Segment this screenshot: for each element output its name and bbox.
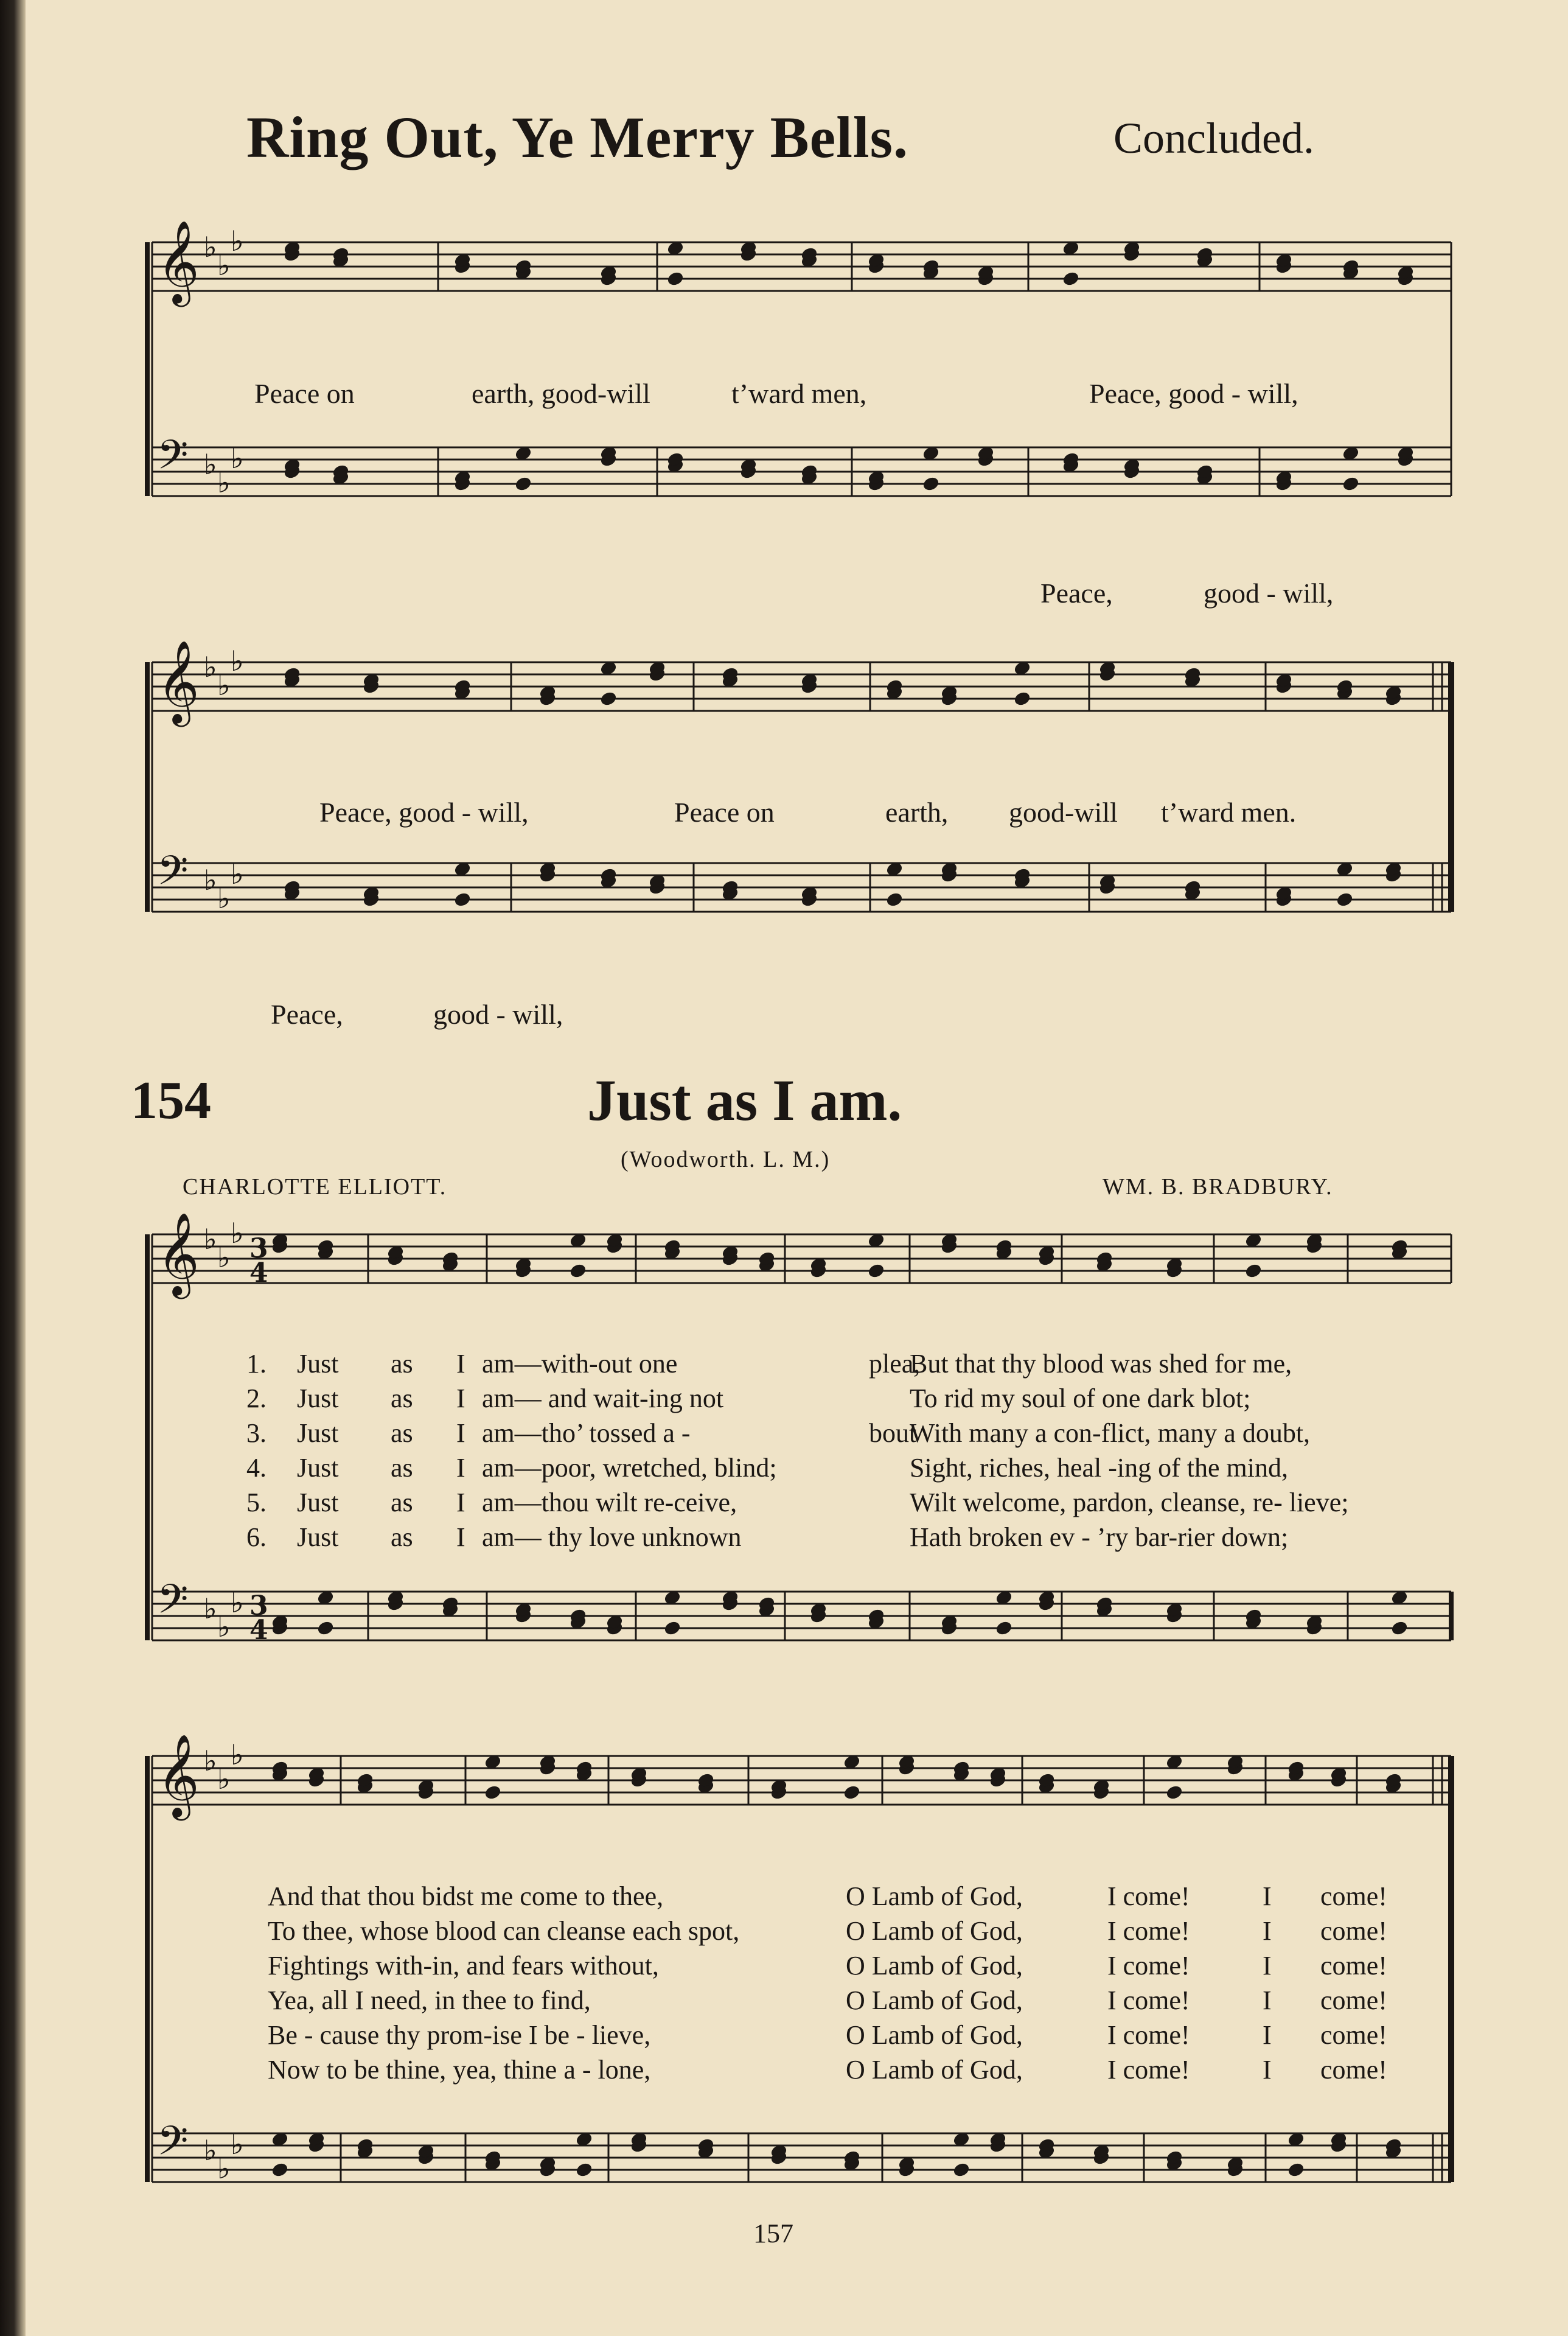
verse-word: Yea, all I need, in thee to find,: [268, 1985, 591, 2015]
treble-clef-icon: 𝄞: [157, 639, 200, 723]
verse-word: come!: [1320, 1916, 1387, 1946]
note-head: [1287, 2162, 1305, 2178]
verse-word: as: [391, 1418, 413, 1448]
verse-word: am—tho’ tossed a -: [482, 1418, 691, 1448]
verse-word: I: [456, 1453, 465, 1483]
verse-word: I: [456, 1349, 465, 1379]
note-head: [1062, 271, 1079, 287]
flat-icon: ♭: [217, 466, 231, 499]
verse-word: 5.: [246, 1488, 267, 1517]
flat-icon: ♭: [217, 1241, 231, 1274]
page-number: 157: [753, 2219, 793, 2248]
verse-word: as: [391, 1453, 413, 1483]
time-signature: 3: [249, 1590, 268, 1621]
lyric: Peace, good - will,: [319, 797, 529, 828]
verse-word: Just: [297, 1453, 339, 1483]
verse-word: Hath broken ev - ’ry bar-rier down;: [910, 1522, 1289, 1552]
composer-credit: WM. B. BRADBURY.: [1103, 1174, 1333, 1200]
verse-word: O Lamb of God,: [846, 2020, 1023, 2050]
flat-icon: ♭: [204, 448, 217, 481]
lyric: good - will,: [433, 999, 563, 1030]
verse-word: O Lamb of God,: [846, 1916, 1023, 1946]
lyric: good - will,: [1204, 578, 1334, 609]
verse-word: O Lamb of God,: [846, 1881, 1023, 1911]
treble-clef-icon: 𝄞: [157, 1211, 200, 1295]
verse-word: as: [391, 1488, 413, 1517]
verse-word: With many a con-flict, many a doubt,: [910, 1418, 1311, 1448]
flat-icon: ♭: [217, 1610, 231, 1643]
flat-icon: ♭: [231, 1738, 244, 1771]
verse-word: 4.: [246, 1453, 267, 1483]
verse-word: as: [391, 1383, 413, 1413]
verse-word: Just: [297, 1383, 339, 1413]
flat-icon: ♭: [217, 2152, 231, 2185]
verse-word: I come!: [1107, 1985, 1190, 2015]
verse-word: am—poor, wretched, blind;: [482, 1453, 777, 1483]
verse-word: But that thy blood was shed for me,: [910, 1349, 1292, 1379]
flat-icon: ♭: [204, 1223, 217, 1256]
verse-word: 1.: [246, 1349, 267, 1379]
verse-word: Wilt welcome, pardon, cleanse, re- lieve;: [910, 1488, 1349, 1517]
verse-word: Just: [297, 1418, 339, 1448]
lyric: good-will: [1009, 797, 1118, 828]
note-head: [599, 691, 617, 707]
verse-word: I: [1263, 2020, 1272, 2050]
verse-word: I: [1263, 1916, 1272, 1946]
note-head: [1342, 476, 1359, 492]
verse-word: I: [456, 1488, 465, 1517]
lyric: Peace, good - will,: [1089, 378, 1298, 409]
time-signature: 4: [249, 1615, 268, 1646]
flat-icon: ♭: [231, 858, 244, 890]
bass-clef-icon: 𝄢: [157, 847, 189, 904]
verse-word: 2.: [246, 1383, 267, 1413]
bass-clef-icon: 𝄢: [157, 2117, 189, 2174]
note-head: [1165, 1785, 1183, 1800]
flat-icon: ♭: [204, 1592, 217, 1625]
flat-icon: ♭: [204, 2134, 217, 2167]
bass-clef-icon: 𝄢: [157, 432, 189, 488]
author-credit: CHARLOTTE ELLIOTT.: [183, 1174, 447, 1200]
verse-word: Just: [297, 1488, 339, 1517]
verse-word: Just: [297, 1522, 339, 1552]
verse-word: 6.: [246, 1522, 267, 1552]
note-head: [484, 1785, 501, 1800]
verse-word: I come!: [1107, 2055, 1190, 2085]
flat-icon: ♭: [204, 864, 217, 897]
hymn-number: 154: [131, 1071, 211, 1130]
verse-word: come!: [1320, 2020, 1387, 2050]
verse-word: I come!: [1107, 2020, 1190, 2050]
note-head: [843, 1785, 860, 1800]
verse-word: come!: [1320, 1951, 1387, 1981]
verse-word: I: [1263, 1985, 1272, 2015]
verse-word: I come!: [1107, 1916, 1190, 1946]
verse-word: Be - cause thy prom-ise I be - lieve,: [268, 2020, 651, 2050]
verse-word: I: [456, 1418, 465, 1448]
time-signature: 3: [249, 1233, 268, 1264]
verse-word: 3.: [246, 1418, 267, 1448]
lyric: Peace on: [674, 797, 775, 828]
flat-icon: ♭: [231, 1217, 244, 1250]
verse-word: I: [456, 1522, 465, 1552]
verse-word: come!: [1320, 1985, 1387, 2015]
verse-word: I come!: [1107, 1881, 1190, 1911]
verse-word: I come!: [1107, 1951, 1190, 1981]
note-head: [1013, 691, 1031, 707]
section-title: Ring Out, Ye Merry Bells.: [246, 105, 908, 170]
lyric: t’ward men,: [731, 378, 867, 409]
lyric: t’ward men.: [1161, 797, 1297, 828]
note-head: [885, 892, 903, 907]
verse-word: am— and wait-ing not: [482, 1383, 724, 1413]
flat-icon: ♭: [231, 1586, 244, 1619]
lyric: Peace,: [271, 999, 343, 1030]
flat-icon: ♭: [231, 645, 244, 677]
lyric: earth, good-will: [472, 378, 650, 409]
note-head: [514, 476, 532, 492]
note-head: [316, 1620, 334, 1636]
flat-icon: ♭: [217, 1763, 231, 1796]
verse-word: I: [1263, 1951, 1272, 1981]
note-head: [922, 476, 939, 492]
verse-word: And that thou bidst me come to thee,: [268, 1881, 664, 1911]
flat-icon: ♭: [231, 2128, 244, 2161]
verse-word: Sight, riches, heal -ing of the mind,: [910, 1453, 1288, 1483]
hymn-title: Just as I am.: [587, 1068, 902, 1133]
note-head: [666, 271, 684, 287]
note-head: [569, 1263, 587, 1279]
bass-clef-icon: 𝄢: [157, 1576, 189, 1632]
lyric: Peace,: [1040, 578, 1113, 609]
verse-word: O Lamb of God,: [846, 1951, 1023, 1981]
verse-word: am—thou wilt re-ceive,: [482, 1488, 737, 1517]
time-signature: 4: [249, 1257, 268, 1289]
note-head: [453, 892, 471, 907]
flat-icon: ♭: [231, 225, 244, 257]
note-head: [1390, 1620, 1408, 1636]
flat-icon: ♭: [204, 1744, 217, 1777]
verse-word: I: [1263, 2055, 1272, 2085]
note-head: [867, 1263, 885, 1279]
flat-icon: ♭: [231, 442, 244, 475]
note-head: [663, 1620, 681, 1636]
verse-word: I: [456, 1383, 465, 1413]
verse-word: as: [391, 1522, 413, 1552]
note-head: [952, 2162, 970, 2178]
note-head: [1336, 892, 1353, 907]
verse-word: Fightings with-in, and fears without,: [268, 1951, 659, 1981]
flat-icon: ♭: [204, 651, 217, 684]
verse-word: bout: [869, 1418, 917, 1448]
verse-word: am— thy love unknown: [482, 1522, 742, 1552]
verse-word: To thee, whose blood can cleanse each spot,: [268, 1916, 740, 1946]
flat-icon: ♭: [217, 882, 231, 915]
verse-word: O Lamb of God,: [846, 2055, 1023, 2085]
verse-word: I: [1263, 1881, 1272, 1911]
treble-clef-icon: 𝄞: [157, 1733, 200, 1817]
note-head: [271, 2162, 288, 2178]
verse-word: O Lamb of God,: [846, 1985, 1023, 2015]
verse-word: come!: [1320, 1881, 1387, 1911]
section-subtitle: Concluded.: [1113, 114, 1314, 163]
verse-word: Now to be thine, yea, thine a - lone,: [268, 2055, 651, 2085]
lyric: Peace on: [254, 378, 355, 409]
treble-clef-icon: 𝄞: [157, 219, 200, 303]
note-head: [995, 1620, 1012, 1636]
note-head: [1244, 1263, 1262, 1279]
verse-word: To rid my soul of one dark blot;: [910, 1383, 1251, 1413]
verse-word: plea,: [869, 1349, 921, 1379]
note-head: [575, 2162, 593, 2178]
flat-icon: ♭: [217, 249, 231, 282]
verse-word: Just: [297, 1349, 339, 1379]
verse-word: come!: [1320, 2055, 1387, 2085]
flat-icon: ♭: [204, 231, 217, 264]
lyric: earth,: [885, 797, 949, 828]
tune-name: (Woodworth. L. M.): [621, 1147, 831, 1172]
flat-icon: ♭: [217, 669, 231, 702]
verse-word: as: [391, 1349, 413, 1379]
verse-word: am—with-out one: [482, 1349, 678, 1379]
